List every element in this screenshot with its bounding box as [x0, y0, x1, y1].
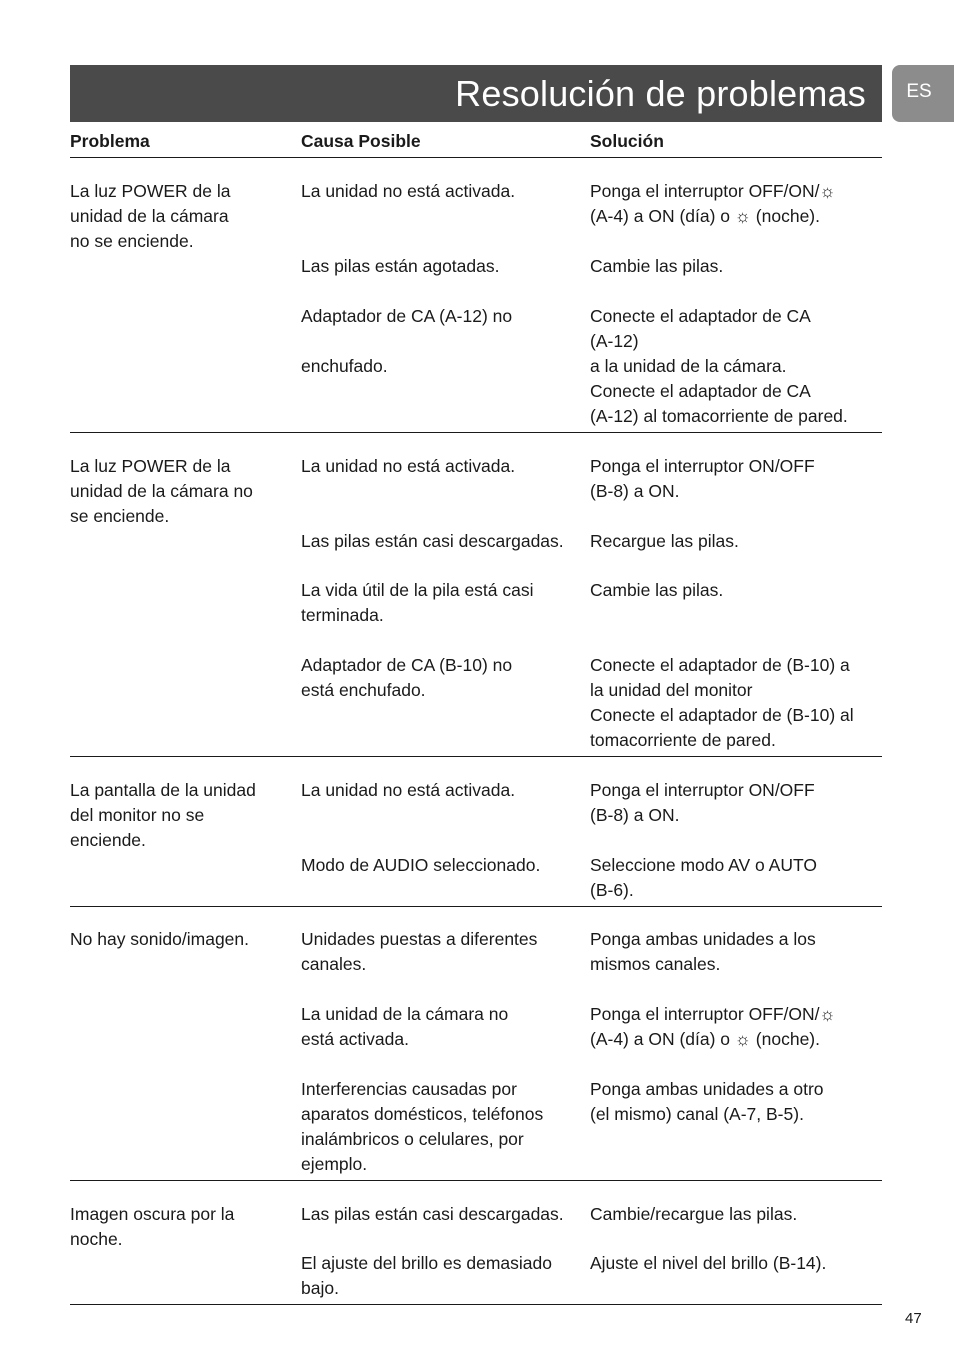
row-4-cause-3: Interferencias causadas por aparatos domésticos, teléfonos inalámbricos o celulares, por ejemplo. — [301, 1079, 544, 1174]
row-1-cause-2: Las pilas están agotadas. — [301, 256, 500, 276]
row-3-cause-2: Modo de AUDIO seleccionado. — [301, 855, 541, 875]
row-1-cause-3: Adaptador de CA (A-12) no — [301, 306, 513, 326]
row-2-cause-3: La vida útil de la pila está casi terminada. — [301, 580, 534, 625]
row-2-cause-1: La unidad no está activada. — [301, 456, 516, 476]
row-5-cause-1: Las pilas están casi descargadas. — [301, 1204, 564, 1224]
row-1-solution-3: Conecte el adaptador de CA (A-12) a la unidad de la cámara. Conecte el adaptador de CA (A-12) al tomacorriente de pared. — [590, 306, 848, 426]
row-3-solution-1: Ponga el interruptor ON/OFF (B-8) a ON. — [590, 780, 815, 825]
column-header-problem: Problema — [70, 131, 150, 151]
row-2-cause-4: Adaptador de CA (B-10) no está enchufado. — [301, 655, 513, 700]
row-4-solution-2: Ponga el interruptor OFF/ON/☼ (A-4) a ON (día) o ☼ (noche). — [590, 1004, 836, 1049]
row-3-solution-2: Seleccione modo AV o AUTO (B-6). — [590, 855, 817, 900]
row-2-solution-2: Recargue las pilas. — [590, 531, 739, 551]
row-4-cause-1: Unidades puestas a diferentes canales. — [301, 929, 538, 974]
row-3-cause-1: La unidad no está activada. — [301, 780, 516, 800]
page-title: Resolución de problemas — [455, 72, 866, 114]
header-divider — [70, 157, 882, 158]
row-5-solution-2: Ajuste el nivel del brillo (B-14). — [590, 1253, 827, 1273]
table-bottom-rule — [70, 1304, 882, 1305]
row-2-problem: La luz POWER de la unidad de la cámara no se enciende. — [70, 456, 253, 526]
row-1-solution-2: Cambie las pilas. — [590, 256, 724, 276]
row-1-cause-4: enchufado. — [301, 356, 388, 376]
row-divider — [70, 756, 882, 757]
row-5-cause-2: El ajuste del brillo es demasiado bajo. — [301, 1253, 552, 1298]
row-divider — [70, 906, 882, 907]
row-5-problem: Imagen oscura por la noche. — [70, 1204, 235, 1249]
row-2-solution-1: Ponga el interruptor ON/OFF (B-8) a ON. — [590, 456, 815, 501]
row-1-problem: La luz POWER de la unidad de la cámara no se enciende. — [70, 181, 231, 251]
column-header-solution: Solución — [590, 131, 664, 151]
row-2-solution-4: Conecte el adaptador de (B-10) a la unidad del monitor Conecte el adaptador de (B-10) al tomacorriente de pared. — [590, 655, 854, 750]
page-number: 47 — [905, 1310, 922, 1327]
row-5-solution-1: Cambie/recargue las pilas. — [590, 1204, 798, 1224]
row-4-solution-3: Ponga ambas unidades a otro (el mismo) canal (A-7, B-5). — [590, 1079, 824, 1124]
row-1-cause-1: La unidad no está activada. — [301, 181, 516, 201]
row-1-solution-1: Ponga el interruptor OFF/ON/☼ (A-4) a ON (día) o ☼ (noche). — [590, 181, 836, 226]
row-2-cause-2: Las pilas están casi descargadas. — [301, 531, 564, 551]
row-4-solution-1: Ponga ambas unidades a los mismos canales. — [590, 929, 816, 974]
row-divider — [70, 1180, 882, 1181]
row-2-solution-3: Cambie las pilas. — [590, 580, 724, 600]
language-tab: ES — [892, 65, 954, 122]
row-4-cause-2: La unidad de la cámara no está activada. — [301, 1004, 509, 1049]
column-header-cause: Causa Posible — [301, 131, 421, 151]
row-4-problem: No hay sonido/imagen. — [70, 929, 249, 949]
row-3-problem: La pantalla de la unidad del monitor no se enciende. — [70, 780, 256, 850]
title-bar — [70, 65, 882, 122]
row-divider — [70, 432, 882, 433]
